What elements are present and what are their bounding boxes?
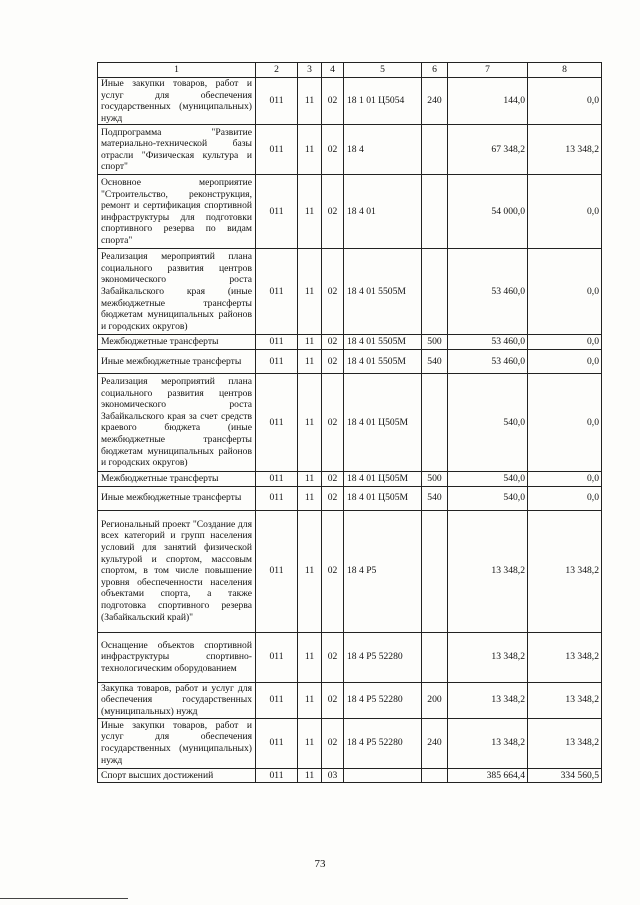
target-code: 18 4 P5 52280 — [344, 682, 422, 718]
amount-col8: 334 560,5 — [528, 768, 602, 783]
expense-type-code — [422, 632, 448, 682]
item-name: Спорт высших достижений — [98, 768, 256, 783]
amount-col7: 13 348,2 — [448, 718, 528, 768]
expense-type-code — [422, 373, 448, 471]
amount-col8: 0,0 — [528, 373, 602, 471]
admin-code: 011 — [256, 768, 298, 783]
subsection-code: 02 — [322, 373, 344, 471]
header-cell: 7 — [448, 63, 528, 78]
table-row — [98, 349, 602, 373]
subsection-code: 02 — [322, 175, 344, 249]
admin-code: 011 — [256, 510, 298, 632]
item-name: Подпрограмма "Развитие материально-технической базы отрасли "Физическая культура и спорт" — [98, 125, 256, 175]
admin-code: 011 — [256, 682, 298, 718]
table-row — [98, 682, 602, 718]
admin-code: 011 — [256, 125, 298, 175]
admin-code: 011 — [256, 486, 298, 510]
target-code: 18 4 01 5505М — [344, 335, 422, 350]
item-name: Иные межбюджетные трансферты — [98, 349, 256, 373]
item-name: Иные закупки товаров, работ и услуг для обеспечения государственных (муниципальных) нужд — [98, 718, 256, 768]
table-row — [98, 125, 602, 175]
item-name: Иные межбюджетные трансферты — [98, 486, 256, 510]
table-row — [98, 335, 602, 350]
item-name: Основное мероприятие "Строительство, реконструкция, ремонт и сертификация спортивной инфраструктуры для подготовки спортивного резерва по видам спорта" — [98, 175, 256, 249]
admin-code: 011 — [256, 632, 298, 682]
table-row — [98, 373, 602, 471]
table-row — [98, 175, 602, 249]
amount-col7: 54 000,0 — [448, 175, 528, 249]
section-code: 11 — [298, 718, 322, 768]
expense-type-code: 240 — [422, 718, 448, 768]
section-code: 11 — [298, 510, 322, 632]
item-name: Реализация мероприятий плана социального развития центров экономического роста Забайкальского края (иные межбюджетные трансферты бюджетам муниципальных районов и городских округов) — [98, 249, 256, 335]
admin-code: 011 — [256, 249, 298, 335]
item-name: Межбюджетные трансферты — [98, 335, 256, 350]
amount-col7: 53 460,0 — [448, 249, 528, 335]
expense-type-code — [422, 510, 448, 632]
amount-col8: 0,0 — [528, 78, 602, 125]
subsection-code: 02 — [322, 682, 344, 718]
amount-col8: 13 348,2 — [528, 718, 602, 768]
header-cell: 5 — [344, 63, 422, 78]
section-code: 11 — [298, 632, 322, 682]
section-code: 11 — [298, 486, 322, 510]
page-number: 73 — [314, 858, 326, 870]
section-code: 11 — [298, 349, 322, 373]
item-name: Оснащение объектов спортивной инфраструктуры спортивно-технологическим оборудованием — [98, 632, 256, 682]
amount-col8: 13 348,2 — [528, 510, 602, 632]
amount-col7: 540,0 — [448, 486, 528, 510]
expense-type-code — [422, 125, 448, 175]
subsection-code: 02 — [322, 632, 344, 682]
subsection-code: 02 — [322, 78, 344, 125]
item-name: Региональный проект "Создание для всех категорий и групп населения условий для занятий физической культурой и спортом, массовым спортом, в том числе повышение уровня обеспеченности населения объектами спорта, а также подготовка спортивного резерва (Забайкальский край)" — [98, 510, 256, 632]
amount-col8: 0,0 — [528, 349, 602, 373]
expense-type-code: 500 — [422, 335, 448, 350]
amount-col8: 0,0 — [528, 249, 602, 335]
expense-type-code: 240 — [422, 78, 448, 125]
amount-col7: 385 664,4 — [448, 768, 528, 783]
table-row — [98, 486, 602, 510]
item-name: Иные закупки товаров, работ и услуг для обеспечения государственных (муниципальных) нужд — [98, 78, 256, 125]
admin-code: 011 — [256, 718, 298, 768]
subsection-code: 02 — [322, 471, 344, 486]
amount-col7: 13 348,2 — [448, 510, 528, 632]
header-cell: 6 — [422, 63, 448, 78]
section-code: 11 — [298, 768, 322, 783]
target-code: 18 4 01 Ц505М — [344, 471, 422, 486]
expense-type-code: 540 — [422, 349, 448, 373]
section-code: 11 — [298, 175, 322, 249]
amount-col7: 67 348,2 — [448, 125, 528, 175]
table-row — [98, 718, 602, 768]
subsection-code: 02 — [322, 125, 344, 175]
amount-col7: 540,0 — [448, 373, 528, 471]
item-name: Реализация мероприятий плана социального развития центров экономического роста Забайкальского края за счет средств краевого бюджета (иные межбюджетные трансферты бюджетам муниципальных районов и городских округов) — [98, 373, 256, 471]
expense-type-code — [422, 175, 448, 249]
subsection-code: 02 — [322, 249, 344, 335]
subsection-code: 02 — [322, 335, 344, 350]
expense-type-code: 500 — [422, 471, 448, 486]
header-cell: 8 — [528, 63, 602, 78]
target-code: 18 4 01 — [344, 175, 422, 249]
table-row — [98, 78, 602, 125]
amount-col7: 13 348,2 — [448, 632, 528, 682]
table-row — [98, 632, 602, 682]
amount-col8: 0,0 — [528, 486, 602, 510]
amount-col7: 540,0 — [448, 471, 528, 486]
section-code: 11 — [298, 125, 322, 175]
admin-code: 011 — [256, 471, 298, 486]
amount-col7: 144,0 — [448, 78, 528, 125]
amount-col7: 13 348,2 — [448, 682, 528, 718]
header-cell: 3 — [298, 63, 322, 78]
expense-type-code — [422, 249, 448, 335]
admin-code: 011 — [256, 78, 298, 125]
expense-type-code — [422, 768, 448, 783]
section-code: 11 — [298, 471, 322, 486]
amount-col7: 53 460,0 — [448, 349, 528, 373]
subsection-code: 02 — [322, 718, 344, 768]
target-code: 18 4 01 Ц505М — [344, 373, 422, 471]
section-code: 11 — [298, 682, 322, 718]
amount-col7: 53 460,0 — [448, 335, 528, 350]
target-code: 18 4 P5 52280 — [344, 718, 422, 768]
header-cell: 4 — [322, 63, 344, 78]
subsection-code: 02 — [322, 349, 344, 373]
amount-col8: 13 348,2 — [528, 682, 602, 718]
footnote-separator — [0, 898, 128, 899]
table-row — [98, 249, 602, 335]
target-code: 18 4 P5 — [344, 510, 422, 632]
target-code: 18 4 P5 52280 — [344, 632, 422, 682]
admin-code: 011 — [256, 335, 298, 350]
budget-table — [97, 62, 602, 783]
amount-col8: 0,0 — [528, 471, 602, 486]
header-cell: 2 — [256, 63, 298, 78]
subsection-code: 03 — [322, 768, 344, 783]
amount-col8: 0,0 — [528, 335, 602, 350]
admin-code: 011 — [256, 175, 298, 249]
admin-code: 011 — [256, 349, 298, 373]
header-cell: 1 — [98, 63, 256, 78]
target-code: 18 1 01 Ц5054 — [344, 78, 422, 125]
amount-col8: 13 348,2 — [528, 125, 602, 175]
item-name: Закупка товаров, работ и услуг для обеспечения государственных (муниципальных) нужд — [98, 682, 256, 718]
table-row — [98, 510, 602, 632]
subsection-code: 02 — [322, 510, 344, 632]
target-code — [344, 768, 422, 783]
section-code: 11 — [298, 249, 322, 335]
table-row — [98, 471, 602, 486]
header-row — [98, 63, 602, 78]
section-code: 11 — [298, 373, 322, 471]
target-code: 18 4 — [344, 125, 422, 175]
amount-col8: 13 348,2 — [528, 632, 602, 682]
amount-col8: 0,0 — [528, 175, 602, 249]
section-code: 11 — [298, 78, 322, 125]
target-code: 18 4 01 5505М — [344, 249, 422, 335]
expense-type-code: 200 — [422, 682, 448, 718]
section-code: 11 — [298, 335, 322, 350]
table-row — [98, 768, 602, 783]
target-code: 18 4 01 5505М — [344, 349, 422, 373]
item-name: Межбюджетные трансферты — [98, 471, 256, 486]
target-code: 18 4 01 Ц505М — [344, 486, 422, 510]
subsection-code: 02 — [322, 486, 344, 510]
admin-code: 011 — [256, 373, 298, 471]
expense-type-code: 540 — [422, 486, 448, 510]
